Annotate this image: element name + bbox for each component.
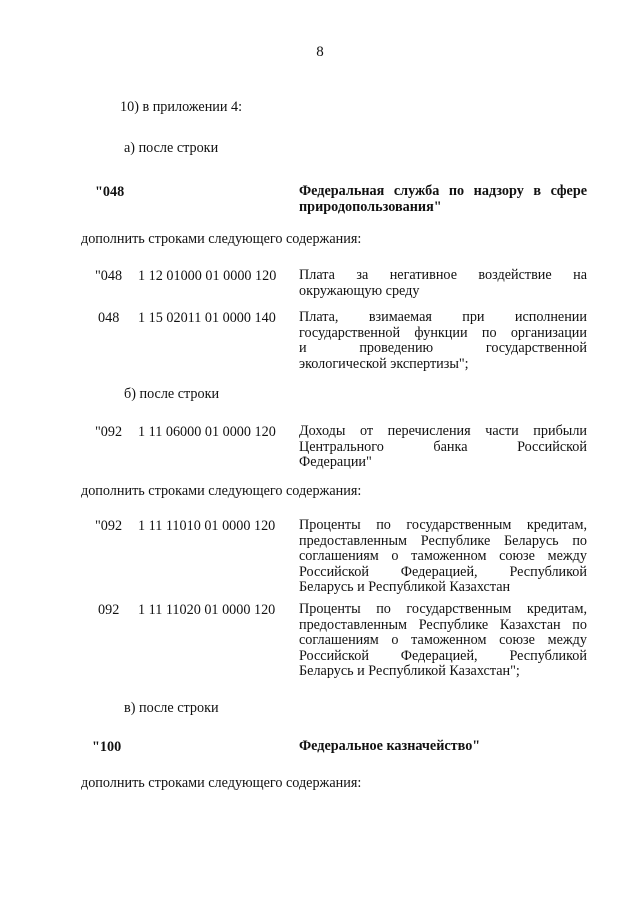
desc-line: Беларусь и Республикой Казахстан"; <box>299 663 520 680</box>
row-code: 048 <box>98 310 120 326</box>
desc-line: Плата, взимаемая при исполнении <box>299 309 587 325</box>
row-desc <box>299 268 587 299</box>
row-code: "048 <box>95 268 123 284</box>
desc-line: соглашениям о таможенном союзе между <box>299 548 587 565</box>
subitem-a: а) после строки <box>124 140 219 156</box>
desc-line: соглашениям о таможенном союзе между <box>299 632 587 649</box>
row-kbk: 1 11 11020 01 0000 120 <box>138 602 276 618</box>
row-092-header-code: "092 <box>95 424 123 440</box>
desc-line: Российской Федерацией, Республикой <box>299 647 587 664</box>
desc-line: государственной функции по организации <box>299 324 587 341</box>
desc-line: природопользования" <box>299 198 442 215</box>
desc-line: Федеральная служба по надзору в сфере <box>299 183 587 199</box>
row-048-header-code: "048 <box>95 184 125 200</box>
supplement-text-1: дополнить строками следующего содержания: <box>81 231 362 247</box>
subitem-b: б) после строки <box>124 386 220 402</box>
row-desc <box>299 518 587 596</box>
row-kbk: 1 15 02011 01 0000 140 <box>138 310 276 326</box>
desc-line: окружающую среду <box>299 282 420 299</box>
page-number: 8 <box>316 44 324 60</box>
desc-line: предоставленным Республике Казахстан по <box>299 616 587 633</box>
desc-line: и проведению государственной <box>299 340 587 357</box>
desc-line: Федерации" <box>299 454 372 471</box>
row-code: "092 <box>95 518 123 534</box>
subitem-c: в) после строки <box>124 700 219 716</box>
supplement-text-2: дополнить строками следующего содержания: <box>81 483 362 499</box>
row-kbk: 1 11 11010 01 0000 120 <box>138 518 276 534</box>
desc-line: Федеральное казначейство" <box>299 738 481 754</box>
row-092-header-kbk: 1 11 06000 01 0000 120 <box>138 424 276 440</box>
desc-line: Доходы от перечисления части прибыли <box>299 423 587 439</box>
intro-item: 10) в приложении 4: <box>120 99 243 115</box>
desc-line: Центрального банка Российской <box>299 438 587 455</box>
desc-line: Плата за негативное воздействие на <box>299 267 587 283</box>
row-100-header-code: "100 <box>92 739 122 755</box>
desc-line: Беларусь и Республикой Казахстан <box>299 579 511 596</box>
desc-line: Российской Федерацией, Республикой <box>299 563 587 580</box>
desc-line: экологической экспертизы"; <box>299 355 469 372</box>
row-kbk: 1 12 01000 01 0000 120 <box>138 268 277 284</box>
desc-line: Проценты по государственным кредитам, <box>299 517 587 533</box>
supplement-text-3: дополнить строками следующего содержания: <box>81 775 362 791</box>
row-048-header-desc <box>299 184 587 215</box>
row-code: 092 <box>98 602 120 618</box>
row-100-header-desc <box>299 739 587 755</box>
desc-line: предоставленным Республике Беларусь по <box>299 532 587 549</box>
row-desc <box>299 310 587 372</box>
row-092-header-desc <box>299 424 587 471</box>
row-desc <box>299 602 587 680</box>
desc-line: Проценты по государственным кредитам, <box>299 601 587 617</box>
